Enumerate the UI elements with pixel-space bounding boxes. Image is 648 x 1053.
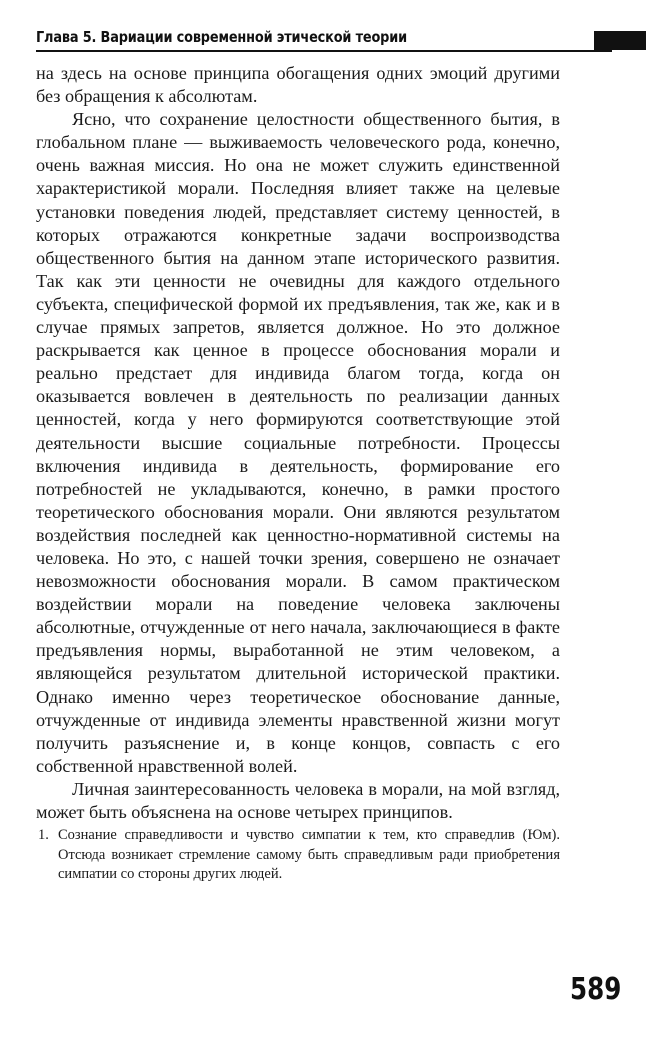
list-item: [36, 826, 560, 885]
paragraph-principles-intro: Личная заинтересованность человека в морали, на мой взгляд, может быть объяснена на основе четырех принципов.: [36, 778, 560, 822]
header-rule: [36, 50, 612, 52]
body-text: [36, 62, 560, 885]
list-item-text: Сознание справедливости и чувство симпатии к тем, кто справедлив (Юм). Отсюда возникает стремление самому быть справедливым ради приобретения симпатии со стороны других людей.: [58, 827, 560, 883]
chapter-title: Глава 5. Вариации современной этической теории: [36, 28, 407, 46]
header-black-block: [594, 31, 646, 50]
list-item-number: 1.: [38, 827, 49, 844]
principles-list: [36, 826, 560, 885]
paragraph-continuation: на здесь на основе принципа обогащения одних эмоций другими без обращения к абсолютам.: [36, 63, 560, 107]
running-header: [36, 28, 612, 52]
page-number: 589: [570, 972, 622, 1007]
paragraph-main: Ясно, что сохранение целостности общественного бытия, в глобальном плане — выживаемость человеческого рода, конечно, очень важная миссия. Но она не может служить единственной характеристикой морали. Последняя влияет также на целевые установки поведения людей, представляет систему ценностей, в которых отражаются конкретные задачи воспроизводства общественного бытия на данном этапе исторического развития. Так как эти ценности не очевидны для каждого отдельного субъекта, специфической формой их предъявления, так же, как и в случае прямых запретов, является должное. Но это должное раскрывается как ценное в процессе обоснования морали и реально предстает для индивида благом тогда, когда он оказывается вовлечен в деятельность по реализации данных ценностей, когда у него формируются соответствующие этой деятельности высшие социальные потребности. Процессы включения индивида в деятельность, формирование его потребностей не укладываются, конечно, в рамки простого теоретического обоснования морали. Они являются результатом воздействия последней как ценностно-нормативной системы на человека. Но это, с нашей точки зрения, совершено не означает невозможности обоснования морали. В самом практическом воздействии морали на поведение человека заключены абсолютные, отчужденные от него начала, заключающиеся в факте предъявления нормы, выработанной не этим человеком, а являющейся результатом длительной исторической практики. Однако именно через теоретическое обоснование данные, отчужденные от индивида элементы нравственной жизни могут получить разъяснение и, в конце концов, совпасть с его собственной нравственной волей.: [36, 109, 560, 776]
